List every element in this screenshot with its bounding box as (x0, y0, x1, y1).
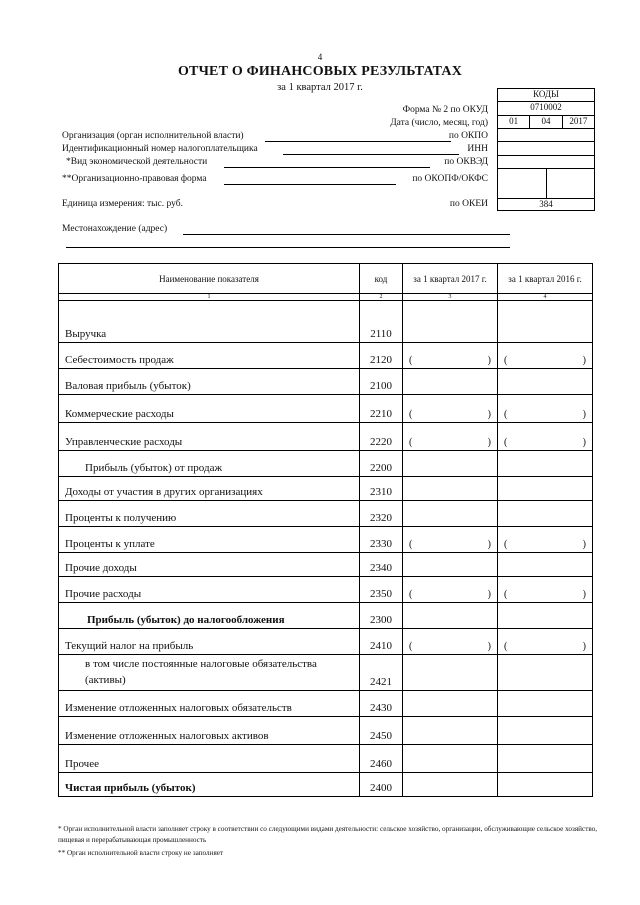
date-month: 04 (530, 116, 562, 128)
row-code: 2320 (360, 501, 403, 527)
col-number: 4 (498, 294, 593, 301)
open-paren: ( (504, 641, 508, 652)
okpo-label: по ОКПО (448, 131, 488, 141)
value-cell-2016[interactable] (498, 691, 593, 717)
value-cell-2016[interactable] (498, 369, 593, 395)
row-code: 2450 (360, 717, 403, 745)
row-name: Прибыль (убыток) от продаж (59, 451, 360, 477)
value-cell-2017[interactable] (403, 395, 498, 423)
value-cell-2016[interactable] (498, 451, 593, 477)
table-row (59, 527, 593, 553)
value-cell-2016[interactable] (498, 395, 593, 423)
legal-form-label: **Организационно-правовая форма (62, 174, 207, 184)
footnote-1: * Орган исполнительной власти заполняет строку в соответствии со следующими видами деятельности: сельское хозяйство, организации, обслуживающие сельское хозяйство, пищевая и перерабатывающая промышленность (58, 825, 598, 844)
row-code: 2120 (360, 343, 403, 369)
close-paren: ) (487, 641, 491, 652)
parenthesis-wrapper (403, 355, 497, 368)
value-cell-2017[interactable] (403, 343, 498, 369)
header-name: Наименование показателя (59, 264, 360, 294)
okei-code: 384 (539, 199, 553, 209)
row-code: 2110 (360, 301, 403, 343)
table-row (59, 691, 593, 717)
header-col1: за 1 квартал 2017 г. (403, 264, 498, 294)
activity-line (224, 157, 430, 168)
value-cell-2016[interactable] (498, 501, 593, 527)
parenthesis-wrapper (403, 437, 497, 450)
open-paren: ( (504, 539, 508, 550)
parenthesis-wrapper (403, 539, 497, 552)
value-cell-2016[interactable] (498, 655, 593, 691)
row-code: 2460 (360, 745, 403, 773)
inn-label: ИНН (467, 144, 488, 154)
value-cell-2016[interactable] (498, 553, 593, 577)
activity-label: *Вид экономической деятельности (66, 157, 208, 167)
parenthesis-wrapper (498, 437, 592, 450)
row-name: Управленческие расходы (59, 423, 360, 451)
row-code: 2220 (360, 423, 403, 451)
date-year: 2017 (569, 116, 588, 126)
value-cell-2016[interactable] (498, 745, 593, 773)
row-code: 2330 (360, 527, 403, 553)
open-paren: ( (409, 437, 413, 448)
value-cell-2017[interactable] (403, 577, 498, 603)
row-name: Коммерческие расходы (59, 395, 360, 423)
okved-code-cell (498, 156, 594, 169)
value-cell-2017[interactable] (403, 773, 498, 797)
header-col2: за 1 квартал 2016 г. (498, 264, 593, 294)
value-cell-2017[interactable] (403, 603, 498, 629)
table-row (59, 451, 593, 477)
address-line-2 (66, 237, 510, 248)
parenthesis-wrapper (498, 409, 592, 422)
parenthesis-wrapper (403, 409, 497, 422)
parenthesis-wrapper (498, 539, 592, 552)
table-row (59, 553, 593, 577)
row-name: Прочие доходы (59, 553, 360, 577)
row-code: 2421 (360, 655, 403, 691)
open-paren: ( (409, 589, 413, 600)
row-name: Доходы от участия в других организациях (59, 477, 360, 501)
parenthesis-wrapper (498, 589, 592, 602)
footnote-2: ** Орган исполнительной власти строку не заполняет (58, 849, 224, 857)
parenthesis-wrapper (403, 641, 497, 654)
codes-header: КОДЫ (498, 89, 594, 102)
okved-label: по ОКВЭД (444, 157, 488, 167)
value-cell-2016[interactable] (498, 717, 593, 745)
unit-label: Единица измерения: тыс. руб. (62, 199, 183, 209)
value-cell-2017[interactable] (403, 553, 498, 577)
row-name: Текущий налог на прибыль (59, 629, 360, 655)
table-row (59, 423, 593, 451)
legal-form-line (224, 174, 396, 185)
value-cell-2017[interactable] (403, 301, 498, 343)
table-row (59, 629, 593, 655)
okei-label: по ОКЕИ (449, 199, 488, 209)
close-paren: ) (582, 355, 586, 366)
page-number: 4 (317, 52, 323, 62)
report-period: за 1 квартал 2017 г. (277, 82, 363, 93)
row-code: 2430 (360, 691, 403, 717)
value-cell-2016[interactable] (498, 301, 593, 343)
open-paren: ( (504, 589, 508, 600)
parenthesis-wrapper (498, 641, 592, 654)
close-paren: ) (582, 437, 586, 448)
value-cell-2016[interactable] (498, 527, 593, 553)
close-paren: ) (487, 409, 491, 420)
value-cell-2017[interactable] (403, 369, 498, 395)
row-code: 2340 (360, 553, 403, 577)
row-code: 2210 (360, 395, 403, 423)
date-day: 01 (498, 116, 530, 128)
row-name: Проценты к уплате (59, 527, 360, 553)
value-cell-2017[interactable] (403, 717, 498, 745)
value-cell-2017[interactable] (403, 477, 498, 501)
date-label: Дата (число, месяц, год) (390, 118, 488, 128)
table-row (59, 717, 593, 745)
organization-label: Организация (орган исполнительной власти) (62, 131, 244, 141)
results-table (58, 263, 593, 797)
open-paren: ( (409, 539, 413, 550)
value-cell-2016[interactable] (498, 423, 593, 451)
report-title: ОТЧЕТ О ФИНАНСОВЫХ РЕЗУЛЬТАТАХ (177, 64, 463, 79)
open-paren: ( (504, 409, 508, 420)
inn-line (283, 144, 459, 155)
value-cell-2016[interactable] (498, 773, 593, 797)
okpo-code-cell (498, 129, 594, 142)
table-row (59, 745, 593, 773)
okud-code: 0710002 (498, 102, 594, 116)
inn-field-label: Идентификационный номер налогоплательщика (62, 144, 258, 154)
column-number-row (59, 294, 593, 301)
row-name: Прочее (59, 745, 360, 773)
row-code: 2400 (360, 773, 403, 797)
open-paren: ( (409, 641, 413, 652)
inn-code-cell (498, 142, 594, 156)
close-paren: ) (582, 409, 586, 420)
organization-line (265, 131, 451, 142)
value-cell-2016[interactable] (498, 577, 593, 603)
value-cell-2017[interactable] (403, 655, 498, 691)
close-paren: ) (582, 539, 586, 550)
value-cell-2017[interactable] (403, 451, 498, 477)
row-code: 2310 (360, 477, 403, 501)
parenthesis-wrapper (403, 589, 497, 602)
open-paren: ( (409, 355, 413, 366)
row-code: 2200 (360, 451, 403, 477)
col-number: 2 (360, 294, 403, 301)
table-header-row (59, 264, 593, 294)
value-cell-2017[interactable] (403, 629, 498, 655)
close-paren: ) (487, 539, 491, 550)
row-name: в том числе постоянные налоговые обязательства (активы) (59, 655, 360, 691)
row-name: Прибыль (убыток) до налогообложения (59, 603, 360, 629)
value-cell-2017[interactable] (403, 691, 498, 717)
value-cell-2017[interactable] (403, 423, 498, 451)
row-name: Проценты к получению (59, 501, 360, 527)
value-cell-2017[interactable] (403, 501, 498, 527)
okopf-code-cell (498, 169, 594, 199)
row-name: Изменение отложенных налоговых активов (59, 717, 360, 745)
table-row (59, 301, 593, 343)
row-name: Выручка (59, 301, 360, 343)
row-name: Изменение отложенных налоговых обязательств (59, 691, 360, 717)
row-name: Себестоимость продаж (59, 343, 360, 369)
col-number: 3 (403, 294, 498, 301)
open-paren: ( (409, 409, 413, 420)
table-row (59, 655, 593, 691)
row-name: Чистая прибыль (убыток) (59, 773, 360, 797)
header-code: код (360, 264, 403, 294)
close-paren: ) (487, 589, 491, 600)
open-paren: ( (504, 437, 508, 448)
table-row (59, 343, 593, 369)
value-cell-2017[interactable] (403, 745, 498, 773)
table-row (59, 773, 593, 797)
table-row (59, 395, 593, 423)
table-row (59, 501, 593, 527)
close-paren: ) (582, 589, 586, 600)
close-paren: ) (582, 641, 586, 652)
parenthesis-wrapper (498, 355, 592, 368)
codes-box (497, 88, 595, 211)
row-code: 2300 (360, 603, 403, 629)
row-name: Валовая прибыль (убыток) (59, 369, 360, 395)
value-cell-2017[interactable] (403, 527, 498, 553)
table-row (59, 369, 593, 395)
value-cell-2016[interactable] (498, 343, 593, 369)
close-paren: ) (487, 437, 491, 448)
row-name: Прочие расходы (59, 577, 360, 603)
col-number: 1 (59, 294, 360, 301)
table-row (59, 577, 593, 603)
address-line-1 (183, 224, 510, 235)
okud-label: Форма № 2 по ОКУД (402, 105, 488, 115)
row-code: 2410 (360, 629, 403, 655)
table-row (59, 477, 593, 501)
row-code: 2350 (360, 577, 403, 603)
value-cell-2016[interactable] (498, 629, 593, 655)
address-label: Местонахождение (адрес) (62, 224, 168, 234)
value-cell-2016[interactable] (498, 603, 593, 629)
row-code: 2100 (360, 369, 403, 395)
date-codes (498, 116, 594, 129)
close-paren: ) (487, 355, 491, 366)
value-cell-2016[interactable] (498, 477, 593, 501)
okopf-label: по ОКОПФ/ОКФС (412, 174, 488, 184)
open-paren: ( (504, 355, 508, 366)
table-row (59, 603, 593, 629)
